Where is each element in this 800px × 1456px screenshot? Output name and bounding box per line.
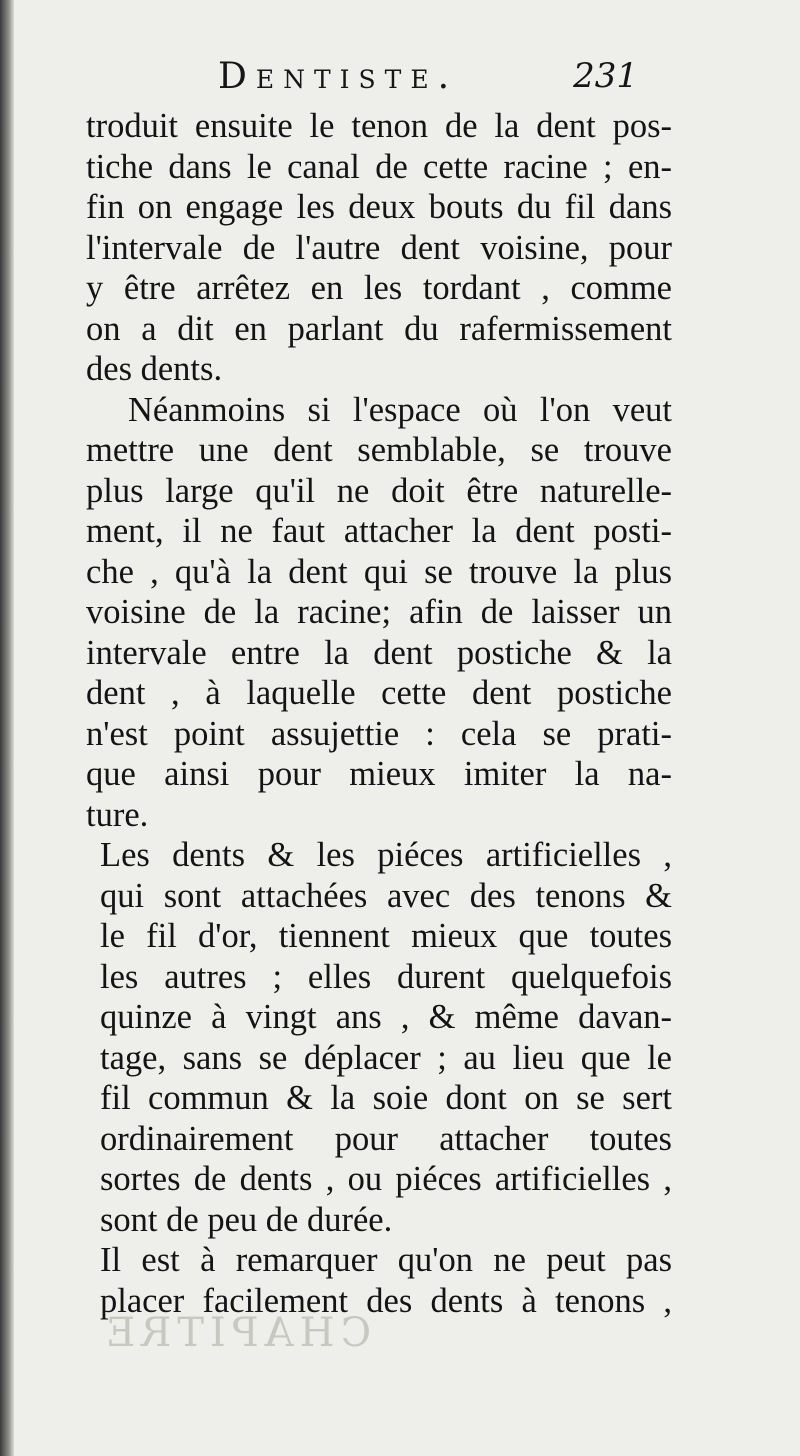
text-line: tage, sans se déplacer ; au lieu que le — [100, 1038, 672, 1077]
text-line: ment, il ne faut attacher la dent posti- — [86, 512, 672, 550]
text-line: y être arrêtez en les tordant , comme — [86, 269, 672, 307]
text-line: dent , à laquelle cette dent postiche — [86, 674, 672, 712]
text-line: que ainsi pour mieux imiter la na- — [86, 755, 672, 793]
binding-gutter — [0, 0, 14, 1456]
text-line: troduit ensuite le tenon de la dent pos- — [86, 107, 672, 145]
text-line: on a dit en parlant du rafermissement — [86, 309, 672, 348]
text-line: qui sont attachées avec des tenons & — [100, 876, 672, 915]
text-line: des dents. — [86, 350, 223, 388]
paragraph-start-line: Il est à remarquer qu'on ne peut pas — [100, 1241, 672, 1279]
text-line: ture. — [86, 795, 149, 834]
text-line: l'intervale de l'autre dent voisine, pour — [86, 228, 672, 267]
text-line: le fil d'or, tiennent mieux que toutes — [100, 917, 672, 955]
running-title: Dentiste. — [218, 56, 459, 97]
text-line: intervale entre la dent postiche & la — [86, 633, 672, 672]
text-line: plus large qu'il ne doit être naturelle- — [86, 471, 672, 510]
text-line: che , qu'à la dent qui se trouve la plus — [86, 552, 672, 591]
text-line: quinze à vingt ans , & même davan- — [100, 998, 672, 1036]
text-line: les autres ; elles durent quelquefois — [100, 957, 672, 996]
page-number: 231 — [573, 56, 638, 96]
paragraph-start-line: Les dents & les piéces artificielles , — [100, 836, 672, 874]
text-line: sont de peu de durée. — [100, 1200, 393, 1239]
text-line: n'est point assujettie : cela se prati- — [86, 714, 672, 753]
text-line: fil commun & la soie dont on se sert — [100, 1079, 672, 1117]
text-line: placer facilement des dents à tenons , — [100, 1281, 672, 1320]
text-line: fin on engage les deux bouts du fil dans — [86, 188, 672, 226]
page-header — [218, 52, 638, 102]
paragraph-start-line: Néanmoins si l'espace où l'on veut — [128, 390, 672, 429]
text-line: sortes de dents , ou piéces artificielles , — [100, 1160, 672, 1198]
show-through-text: CHAPITRE — [100, 1310, 372, 1356]
text-line: ordinairement pour attacher toutes — [100, 1119, 672, 1158]
text-line: tiche dans le canal de cette racine ; en- — [86, 147, 672, 186]
text-line: voisine de la racine; afin de laisser un — [86, 593, 672, 631]
text-line: mettre une dent semblable, se trouve — [86, 431, 672, 469]
body-text — [86, 106, 672, 1321]
